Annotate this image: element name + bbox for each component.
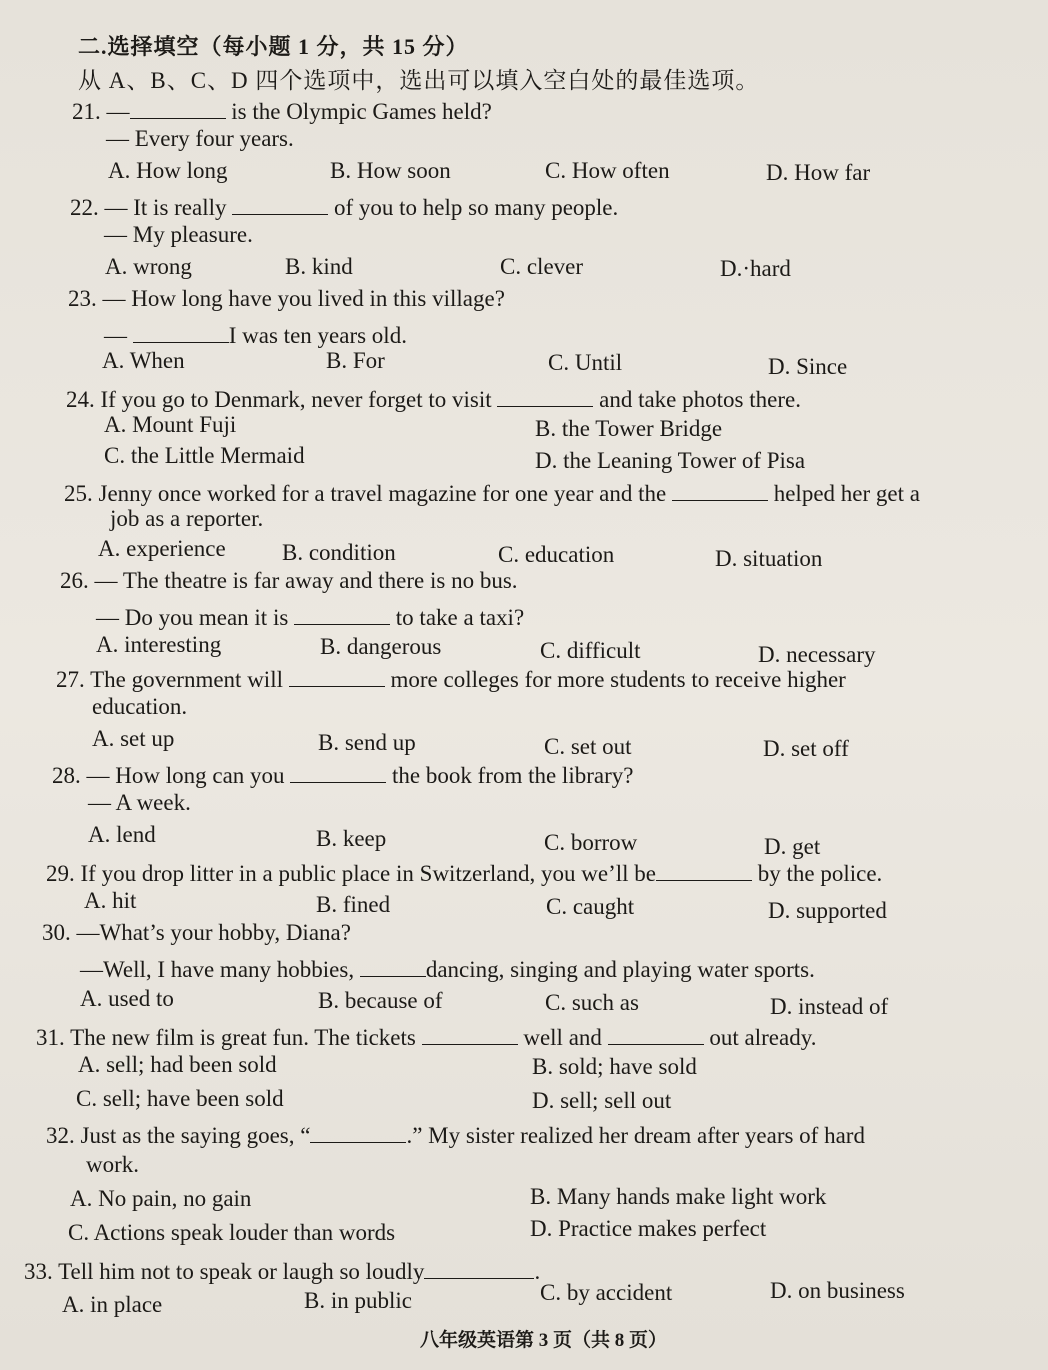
question-24-line-1 <box>66 382 801 413</box>
question-31-option-c: C. sell; have been sold <box>76 1086 284 1111</box>
question-text: the book from the library? <box>386 763 634 789</box>
question-text: — <box>104 323 133 349</box>
answer-blank <box>422 1020 518 1045</box>
question-text: job as a reporter. <box>110 506 264 531</box>
question-25-option-c: C. education <box>498 542 615 567</box>
question-25-line-1 <box>64 476 920 507</box>
question-33-option-a: A. in place <box>62 1292 163 1317</box>
question-31-line-1 <box>36 1020 816 1051</box>
question-23-line-1 <box>68 286 505 312</box>
question-27-line-2 <box>92 694 187 720</box>
answer-blank <box>289 662 385 687</box>
question-28-option-a: A. lend <box>88 822 156 847</box>
answer-blank <box>232 190 328 215</box>
question-33-option-c: C. by accident <box>540 1280 673 1305</box>
question-text: to take a taxi? <box>390 605 525 631</box>
question-30-line-2 <box>80 952 815 983</box>
answer-blank <box>656 856 752 881</box>
question-26-option-c: C. difficult <box>540 638 641 663</box>
answer-blank <box>360 952 426 977</box>
question-text: —Well, I have many hobbies, <box>80 957 360 983</box>
question-text: helped her get a <box>767 481 920 507</box>
question-text: — Every four years. <box>106 126 294 151</box>
question-24-option-a: A. Mount Fuji <box>104 412 237 437</box>
question-27-option-c: C. set out <box>544 734 632 759</box>
question-text: . <box>534 1259 541 1285</box>
question-text: — Do you mean it is <box>96 605 295 631</box>
question-text: work. <box>86 1152 140 1177</box>
question-text: 23. — How long have you lived in this village? <box>68 286 505 311</box>
question-text: I was ten years old. <box>228 323 407 349</box>
question-32-line-2 <box>86 1152 139 1178</box>
section-instruction: 从 A、B、C、D 四个选项中，选出可以填入空白处的最佳选项。 <box>78 68 760 93</box>
question-25-option-d: D. situation <box>715 546 823 571</box>
question-text: out already. <box>703 1025 817 1051</box>
question-text: 24. If you go to Denmark, never forget to visit <box>66 387 498 413</box>
answer-blank <box>290 758 386 783</box>
answer-blank <box>294 600 390 625</box>
question-text: 28. — How long can you <box>52 763 291 789</box>
question-28-option-c: C. borrow <box>544 830 638 855</box>
answer-blank <box>130 94 226 119</box>
question-32-option-b: B. Many hands make light work <box>530 1184 827 1209</box>
question-text: education. <box>92 694 188 719</box>
question-31-option-d: D. sell; sell out <box>532 1088 672 1113</box>
question-29-option-d: D. supported <box>768 898 887 923</box>
question-text: well and <box>517 1025 608 1051</box>
question-29-option-c: C. caught <box>546 894 635 919</box>
question-text: — My pleasure. <box>104 222 253 247</box>
answer-blank <box>497 382 593 407</box>
answer-blank <box>133 318 229 343</box>
question-text: 29. If you drop litter in a public place in Switzerland, you we’ll be <box>46 861 656 887</box>
question-text: and take photos there. <box>593 387 801 413</box>
question-30-option-a: A. used to <box>80 986 174 1011</box>
question-25-option-a: A. experience <box>98 536 226 561</box>
section-header: 二.选择填空（每小题 1 分，共 15 分） <box>78 34 469 59</box>
question-28-line-1 <box>52 758 633 789</box>
question-32-option-a: A. No pain, no gain <box>70 1186 252 1211</box>
question-text: is the Olympic Games held? <box>225 99 492 125</box>
question-27-option-a: A. set up <box>92 726 175 751</box>
question-32-option-c: C. Actions speak louder than words <box>68 1220 396 1245</box>
question-22-option-d: D.·hard <box>720 256 791 281</box>
question-text: 30. —What’s your hobby, Diana? <box>42 920 351 945</box>
question-21-option-d: D. How far <box>766 160 871 185</box>
answer-blank <box>608 1020 704 1045</box>
question-22-option-a: A. wrong <box>105 254 192 279</box>
question-31-option-a: A. sell; had been sold <box>78 1052 277 1077</box>
question-24-option-d: D. the Leaning Tower of Pisa <box>535 448 806 473</box>
question-21-line-2 <box>106 126 294 152</box>
question-23-option-b: B. For <box>326 348 385 373</box>
question-23-line-2 <box>104 318 407 349</box>
question-23-option-c: C. Until <box>548 350 623 375</box>
question-text: of you to help so many people. <box>328 195 619 221</box>
question-text: 25. Jenny once worked for a travel magazine for one year and the <box>64 481 672 507</box>
question-text: dancing, singing and playing water sports. <box>425 957 815 983</box>
question-22-line-1 <box>70 190 618 221</box>
question-25-option-b: B. condition <box>282 540 396 565</box>
answer-blank <box>424 1254 534 1279</box>
question-26-option-a: A. interesting <box>96 632 222 657</box>
question-24-option-b: B. the Tower Bridge <box>535 416 723 441</box>
question-33-line-1 <box>24 1254 540 1285</box>
question-text: 27. The government will <box>56 667 289 693</box>
question-33-option-d: D. on business <box>770 1278 905 1303</box>
question-text: 22. — It is really <box>70 195 233 221</box>
question-text: 33. Tell him not to speak or laugh so loudly <box>24 1259 425 1285</box>
question-text: .” My sister realized her dream after years of hard <box>406 1123 865 1149</box>
question-32-line-1 <box>46 1118 865 1149</box>
question-29-option-a: A. hit <box>84 888 137 913</box>
question-23-option-d: D. Since <box>768 354 848 379</box>
question-21-option-c: C. How often <box>545 158 670 183</box>
question-30-option-b: B. because of <box>318 988 443 1013</box>
question-26-line-1 <box>60 568 518 594</box>
question-text: 31. The new film is great fun. The tickets <box>36 1025 422 1051</box>
question-27-line-1 <box>56 662 846 693</box>
question-23-option-a: A. When <box>102 348 185 373</box>
question-21-line-1 <box>72 94 492 125</box>
answer-blank <box>310 1118 406 1143</box>
question-22-option-c: C. clever <box>500 254 584 279</box>
question-text: 21. — <box>72 99 130 125</box>
question-26-line-2 <box>96 600 524 631</box>
question-29-option-b: B. fined <box>316 892 391 917</box>
question-text: more colleges for more students to receive higher <box>384 667 846 693</box>
question-text: by the police. <box>751 861 883 887</box>
question-29-line-1 <box>46 856 882 887</box>
question-text: 26. — The theatre is far away and there is no bus. <box>60 568 518 593</box>
question-30-option-c: C. such as <box>545 990 639 1015</box>
question-22-line-2 <box>104 222 253 248</box>
question-30-option-d: D. instead of <box>770 994 889 1019</box>
question-text: — A week. <box>88 790 191 815</box>
question-21-option-b: B. How soon <box>330 158 451 183</box>
question-28-line-2 <box>88 790 191 816</box>
question-32-option-d: D. Practice makes perfect <box>530 1216 767 1241</box>
question-28-option-d: D. get <box>764 834 821 859</box>
question-26-option-b: B. dangerous <box>320 634 442 659</box>
page-footer: 八年级英语第 3 页（共 8 页） <box>420 1330 668 1351</box>
question-21-option-a: A. How long <box>108 158 228 183</box>
answer-blank <box>672 476 768 501</box>
question-22-option-b: B. kind <box>285 254 353 279</box>
question-27-option-b: B. send up <box>318 730 416 755</box>
question-text: 32. Just as the saying goes, “ <box>46 1123 311 1149</box>
question-27-option-d: D. set off <box>763 736 849 761</box>
question-31-option-b: B. sold; have sold <box>532 1054 697 1079</box>
question-24-option-c: C. the Little Mermaid <box>104 443 305 468</box>
question-25-line-2 <box>110 506 263 532</box>
question-26-option-d: D. necessary <box>758 642 876 667</box>
question-33-option-b: B. in public <box>304 1288 412 1313</box>
question-30-line-1 <box>42 920 351 946</box>
question-28-option-b: B. keep <box>316 826 387 851</box>
